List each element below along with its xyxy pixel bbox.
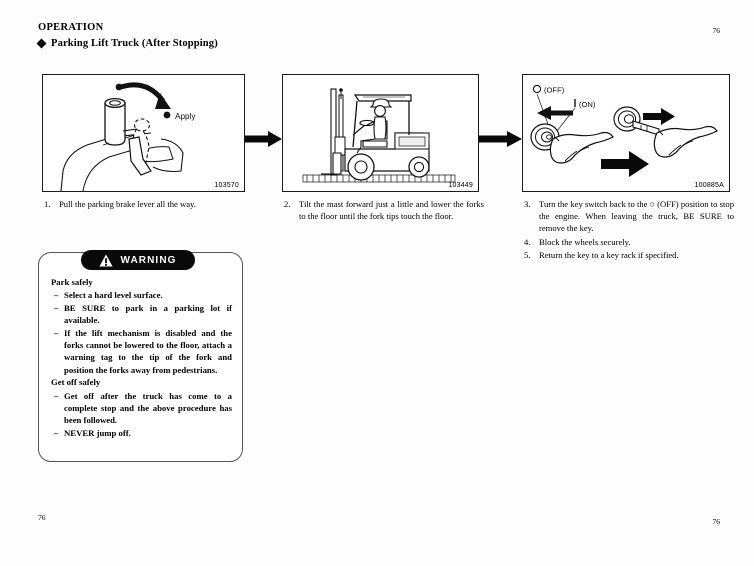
diamond-bullet-icon (37, 39, 47, 49)
warning-box (38, 252, 243, 462)
warning-item-text: Select a hard level surface. (64, 290, 163, 301)
warning-dash-icon: – (54, 290, 59, 301)
warning-heading-park-safely: Park safely (51, 277, 93, 287)
floor-hatching (303, 175, 455, 182)
section-heading: OPERATION (38, 22, 104, 33)
warning-item-text: BE SURE to park in a parking lot if available. (64, 302, 232, 326)
step-list-column-3 (524, 198, 734, 262)
connector-arrow-2 (479, 131, 522, 147)
connector-arrow-1 (245, 131, 282, 147)
step-number: 1. (44, 199, 51, 209)
off-label: (OFF) (544, 85, 565, 95)
off-symbol-icon (533, 85, 540, 92)
step-number: 4. (524, 236, 531, 247)
step-number: 5. (524, 249, 531, 260)
warning-list-item (51, 390, 232, 427)
page-number-bottom-right: 76 (712, 517, 720, 526)
step-number: 2. (284, 199, 291, 209)
warning-item-text: Get off after the truck has come to a complete stop and the above procedure has been followed. (64, 390, 232, 426)
step-list-column-1 (44, 198, 259, 211)
step-item (44, 198, 259, 210)
warning-dash-icon: – (54, 390, 59, 401)
illustration-panel-key-switch (522, 74, 730, 192)
warning-item-text: NEVER jump off. (64, 427, 131, 438)
step-text: Block the wheels securely. (539, 236, 631, 247)
warning-heading-get-off-safely: Get off safely (51, 377, 101, 388)
illustration-panel-parking-brake (42, 74, 245, 192)
step-list-column-2 (284, 198, 484, 223)
warning-banner-label: WARNING (120, 254, 177, 266)
step-number: 3. (524, 199, 531, 209)
step-text: Pull the parking brake lever all the way. (59, 199, 196, 209)
step-text: Return the key to a key rack if specified. (539, 249, 679, 260)
figure-code-panel-3: 100885A (694, 182, 724, 189)
step-item (524, 249, 734, 261)
step-item (524, 236, 734, 248)
key-switch-drawing (523, 75, 729, 191)
warning-banner (81, 250, 195, 270)
warning-triangle-icon (99, 254, 113, 267)
figure-code-panel-2: 103449 (448, 182, 473, 189)
subsection-title: Parking Lift Truck (After Stopping) (51, 38, 218, 49)
step-text: Tilt the mast forward just a little and lower the forks to the floor until the fork tips touch the floor. (299, 199, 484, 222)
apply-label: Apply (175, 112, 196, 121)
illustration-panel-lift-truck (282, 74, 479, 192)
page-number-top-right: 76 (712, 26, 720, 35)
warning-list-item (51, 302, 232, 327)
warning-dash-icon: – (54, 427, 59, 438)
warning-list-item (51, 427, 232, 439)
warning-dash-icon: – (54, 327, 59, 338)
step-text: Turn the key switch back to the ○ (OFF) position to stop the engine. When leaving the truck, BE SURE to remove the key. (539, 199, 734, 234)
warning-content (51, 276, 232, 439)
warning-list-item (51, 327, 232, 377)
warning-list-item (51, 289, 232, 301)
lift-truck-drawing (283, 75, 478, 191)
subsection-heading-row (38, 38, 218, 49)
step-item (284, 198, 484, 222)
page-number-bottom-left: 76 (38, 513, 46, 522)
warning-item-text: If the lift mechanism is disabled and the forks cannot be lowered to the floor, attach a warning tag to the tip of the fork and position the forks away from pedestrians. (64, 327, 232, 375)
on-label: (ON) (579, 100, 596, 109)
step-item (524, 198, 734, 235)
parking-brake-drawing (43, 75, 244, 191)
warning-dash-icon: – (54, 302, 59, 313)
figure-code-panel-1: 103570 (214, 182, 239, 189)
